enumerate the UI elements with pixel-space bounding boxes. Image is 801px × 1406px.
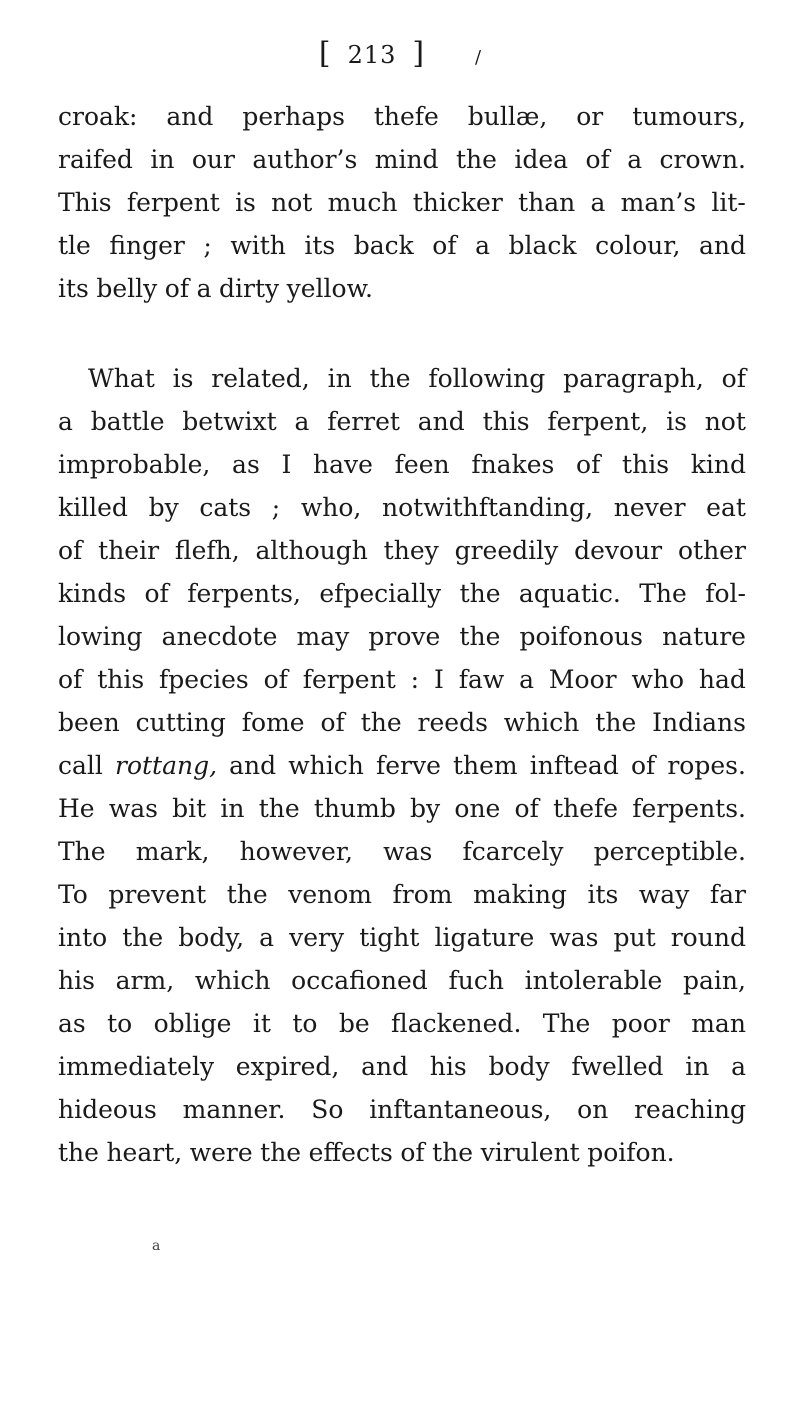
word: yellow. xyxy=(286,274,373,303)
word: ferpents. xyxy=(632,794,746,823)
text-line xyxy=(58,486,746,529)
word: which xyxy=(194,966,271,995)
word: the xyxy=(459,622,501,651)
word: not xyxy=(704,407,746,436)
word: immediately xyxy=(58,1052,215,1081)
word: greedily xyxy=(454,536,559,565)
word: be xyxy=(338,1009,370,1038)
word: cats xyxy=(199,493,252,522)
word: not xyxy=(271,188,313,217)
word: as xyxy=(232,450,260,479)
word: The xyxy=(639,579,687,608)
word: making xyxy=(473,880,567,909)
word: in xyxy=(327,364,352,393)
word: of xyxy=(630,751,656,780)
text-line xyxy=(58,744,746,787)
word: colour, xyxy=(595,231,681,260)
word: finger xyxy=(109,231,185,260)
word: call xyxy=(58,751,103,780)
word: its xyxy=(587,880,619,909)
text-line xyxy=(58,787,746,830)
text-line xyxy=(58,701,746,744)
text-line xyxy=(58,916,746,959)
word: This xyxy=(58,188,112,217)
word: of xyxy=(58,665,83,694)
word: : xyxy=(410,665,420,694)
word: mind xyxy=(374,145,439,174)
word: by xyxy=(410,794,441,823)
word: ferpent xyxy=(126,188,220,217)
word: flackened. xyxy=(391,1009,522,1038)
word: betwixt xyxy=(182,407,277,436)
word: poifonous xyxy=(519,622,643,651)
word: arm, xyxy=(115,966,175,995)
word: to xyxy=(107,1009,133,1038)
word: of xyxy=(58,536,83,565)
word: thefe xyxy=(553,794,619,823)
left-bracket: [ xyxy=(318,36,332,71)
word: this xyxy=(482,407,530,436)
page-header xyxy=(0,36,801,71)
word: croak: xyxy=(58,102,138,131)
page-number: 213 xyxy=(347,41,397,69)
word: very xyxy=(289,923,345,952)
word: have xyxy=(313,450,373,479)
text-line xyxy=(58,224,746,267)
word: his xyxy=(58,966,95,995)
word: in xyxy=(150,145,175,174)
word: ; xyxy=(203,231,212,260)
word: their xyxy=(98,536,160,565)
word: a xyxy=(731,1052,746,1081)
word: perhaps xyxy=(242,102,345,131)
word: manner. xyxy=(182,1095,286,1124)
word: ferpent xyxy=(302,665,396,694)
text-line xyxy=(58,181,746,224)
word: put xyxy=(613,923,656,952)
word: of xyxy=(144,579,169,608)
word: ferve xyxy=(375,751,441,780)
word: prevent xyxy=(108,880,207,909)
word: raifed xyxy=(58,145,133,174)
word: and xyxy=(417,407,465,436)
word: had xyxy=(698,665,746,694)
word: who xyxy=(631,665,685,694)
footer-mark: a xyxy=(152,1238,161,1254)
word: He xyxy=(58,794,95,823)
word: fuch xyxy=(448,966,504,995)
text-line xyxy=(58,95,746,138)
word: Moor xyxy=(548,665,617,694)
word: and xyxy=(361,1052,409,1081)
word: of xyxy=(320,708,345,737)
word: perceptible. xyxy=(593,837,746,866)
word: its xyxy=(58,274,89,303)
paragraph-1 xyxy=(58,95,746,310)
word: on xyxy=(577,1095,609,1124)
word: them xyxy=(452,751,518,780)
word: to xyxy=(292,1009,318,1038)
word: inftantaneous, xyxy=(369,1095,552,1124)
word: been xyxy=(58,708,120,737)
word: a xyxy=(475,231,491,260)
word: prove xyxy=(368,622,441,651)
word: reeds xyxy=(417,708,488,737)
word: The xyxy=(58,837,106,866)
word: The xyxy=(542,1009,591,1038)
word: the xyxy=(459,579,501,608)
word: effects xyxy=(308,1138,393,1167)
word: lit- xyxy=(711,188,746,217)
word: of xyxy=(164,274,190,303)
word: venom xyxy=(288,880,372,909)
word: other xyxy=(677,536,746,565)
word: man’s xyxy=(620,188,697,217)
word: far xyxy=(709,880,746,909)
word: it xyxy=(252,1009,271,1038)
word: fpecies xyxy=(159,665,249,694)
word: black xyxy=(508,231,577,260)
paragraph-2 xyxy=(58,357,746,1174)
word: the xyxy=(226,880,268,909)
word: a xyxy=(58,407,73,436)
word: virulent xyxy=(480,1138,580,1167)
word: nature xyxy=(662,622,746,651)
word: inftead xyxy=(529,751,619,780)
word: a xyxy=(590,188,606,217)
word: in xyxy=(220,794,245,823)
text-line xyxy=(58,873,746,916)
word: his xyxy=(429,1052,467,1081)
word: they xyxy=(383,536,439,565)
word: bit xyxy=(172,794,207,823)
word: So xyxy=(311,1095,344,1124)
text-line xyxy=(58,615,746,658)
word: a xyxy=(627,145,643,174)
word: fcarcely xyxy=(462,837,564,866)
word: with xyxy=(230,231,286,260)
word: thefe xyxy=(373,102,439,131)
word: of xyxy=(585,145,610,174)
word: kind xyxy=(690,450,746,479)
text-line xyxy=(58,658,746,701)
word: poifon. xyxy=(587,1138,675,1167)
word: our xyxy=(191,145,235,174)
word: oblige xyxy=(153,1009,232,1038)
word: this xyxy=(622,450,670,479)
right-bracket: ] xyxy=(412,36,426,71)
word: body xyxy=(488,1052,550,1081)
word: belly xyxy=(96,274,158,303)
text-line xyxy=(58,267,746,310)
text-line xyxy=(58,830,746,873)
word: and xyxy=(166,102,214,131)
word: expired, xyxy=(235,1052,340,1081)
word: the xyxy=(260,1138,302,1167)
word: of xyxy=(400,1138,425,1167)
word: way xyxy=(638,880,690,909)
word: ferret xyxy=(327,407,400,436)
word: of xyxy=(576,450,601,479)
word: may xyxy=(296,622,350,651)
word: pain, xyxy=(682,966,746,995)
word: I xyxy=(281,450,292,479)
word: feen xyxy=(394,450,450,479)
word: hideous xyxy=(58,1095,157,1124)
text-line xyxy=(58,1088,746,1131)
word: battle xyxy=(90,407,165,436)
word: although xyxy=(255,536,368,565)
word: of xyxy=(721,364,746,393)
text-line xyxy=(58,357,746,400)
word: tle xyxy=(58,231,91,260)
word: lowing xyxy=(58,622,143,651)
word: faw xyxy=(458,665,505,694)
word: its xyxy=(304,231,336,260)
word: a xyxy=(196,274,212,303)
text-line xyxy=(58,443,746,486)
word: was xyxy=(383,837,433,866)
text-line xyxy=(58,1131,746,1174)
header-mark: / xyxy=(475,47,483,68)
word: fome xyxy=(241,708,305,737)
word: the xyxy=(258,794,300,823)
word: were xyxy=(189,1138,253,1167)
word: never xyxy=(613,493,686,522)
word: a xyxy=(519,665,535,694)
word: as xyxy=(58,1009,86,1038)
word: related, xyxy=(211,364,310,393)
word: than xyxy=(518,188,576,217)
word: one xyxy=(454,794,501,823)
word: of xyxy=(263,665,288,694)
word: occafioned xyxy=(291,966,428,995)
word: ; xyxy=(271,493,281,522)
word: round xyxy=(670,923,746,952)
word: this xyxy=(97,665,145,694)
text-line xyxy=(58,572,746,615)
word: devour xyxy=(574,536,663,565)
word: back xyxy=(353,231,414,260)
word: rottang, xyxy=(115,751,218,780)
word: the xyxy=(58,1138,99,1167)
word: I xyxy=(433,665,444,694)
word: heart, xyxy=(106,1138,183,1167)
text-line xyxy=(58,1045,746,1088)
word: intolerable xyxy=(524,966,663,995)
word: ferpents, xyxy=(187,579,301,608)
word: which xyxy=(288,751,364,780)
word: was xyxy=(549,923,599,952)
word: reaching xyxy=(634,1095,746,1124)
word: ligature xyxy=(434,923,535,952)
word: of xyxy=(432,231,457,260)
word: the xyxy=(369,364,411,393)
word: anecdote xyxy=(161,622,278,651)
word: a xyxy=(259,923,275,952)
word: aquatic. xyxy=(518,579,621,608)
word: the xyxy=(432,1138,474,1167)
word: thicker xyxy=(412,188,503,217)
word: following xyxy=(428,364,546,393)
text-line xyxy=(58,1002,746,1045)
word: mark, xyxy=(135,837,210,866)
word: bullæ, xyxy=(467,102,548,131)
word: into xyxy=(58,923,108,952)
word: or xyxy=(576,102,604,131)
word: in xyxy=(685,1052,710,1081)
word: who, xyxy=(300,493,362,522)
word: is xyxy=(235,188,256,217)
word: by xyxy=(148,493,179,522)
word: kinds xyxy=(58,579,127,608)
word: ropes. xyxy=(667,751,746,780)
word: much xyxy=(327,188,398,217)
word: author’s xyxy=(252,145,358,174)
word: efpecially xyxy=(319,579,442,608)
word: the xyxy=(122,923,164,952)
word: from xyxy=(392,880,453,909)
word: To xyxy=(58,880,88,909)
word: and xyxy=(229,751,277,780)
word: paragraph, xyxy=(563,364,704,393)
word: of xyxy=(514,794,539,823)
word: What xyxy=(88,364,155,393)
word: body, xyxy=(178,923,245,952)
word: fol- xyxy=(705,579,746,608)
word: eat xyxy=(706,493,746,522)
word: fwelled xyxy=(571,1052,664,1081)
word: man xyxy=(691,1009,746,1038)
word: is xyxy=(666,407,687,436)
text-line xyxy=(58,529,746,572)
word: ferpent, xyxy=(547,407,649,436)
text-line xyxy=(58,959,746,1002)
word: the xyxy=(595,708,637,737)
word: however, xyxy=(239,837,353,866)
word: improbable, xyxy=(58,450,211,479)
word: flefh, xyxy=(174,536,240,565)
word: thumb xyxy=(313,794,396,823)
word: idea xyxy=(514,145,569,174)
word: poor xyxy=(611,1009,670,1038)
word: Indians xyxy=(652,708,746,737)
word: is xyxy=(172,364,194,393)
word: tight xyxy=(359,923,420,952)
word: the xyxy=(455,145,497,174)
word: tumours, xyxy=(632,102,746,131)
text-line xyxy=(58,138,746,181)
word: was xyxy=(108,794,158,823)
text-line xyxy=(58,400,746,443)
word: fnakes xyxy=(471,450,555,479)
word: and xyxy=(698,231,746,260)
word: notwithftanding, xyxy=(382,493,594,522)
word: crown. xyxy=(659,145,746,174)
word: killed xyxy=(58,493,128,522)
word: cutting xyxy=(135,708,226,737)
word: the xyxy=(360,708,402,737)
word: dirty xyxy=(219,274,280,303)
word: a xyxy=(294,407,310,436)
word: which xyxy=(503,708,580,737)
